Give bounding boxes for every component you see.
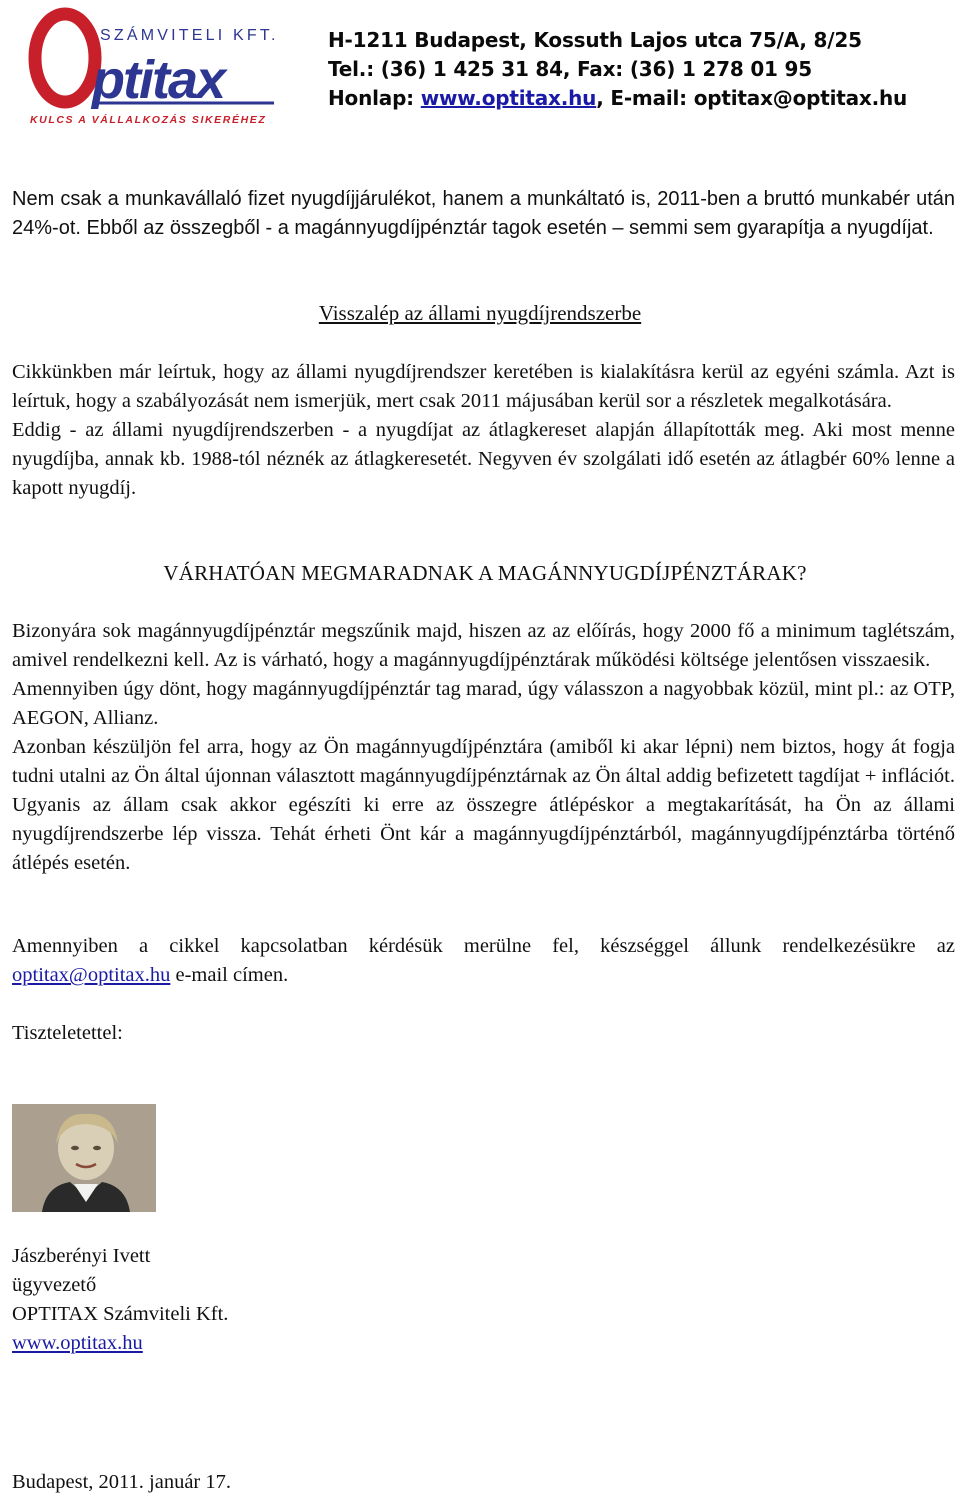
- paragraph: Cikkünkben már leírtuk, hogy az állami nyugdíjrendszer keretében is kialakításra kerül az egyéni számla. Azt is leírtuk, hogy a szabályozását nem ismerjük, mert csak 2011 májusában kerül sor a részletek megalkotására.: [12, 361, 955, 412]
- section-heading-private-funds: VÁRHATÓAN MEGMARADNAK A MAGÁNNYUGDÍJPÉNZTÁRAK?: [163, 561, 807, 585]
- portrait-photo: [12, 1104, 156, 1212]
- section2-body: [12, 617, 955, 878]
- contact-block: [328, 26, 907, 113]
- section-heading-state-pension: Visszalép az állami nyugdíjrendszerbe: [318, 301, 642, 325]
- greeting: Tiszteletettel:: [12, 1022, 123, 1044]
- phone-line: Tel.: (36) 1 425 31 84, Fax: (36) 1 278 01 95: [328, 57, 812, 81]
- svg-text:SZÁMVITELI KFT.: SZÁMVITELI KFT.: [100, 27, 279, 44]
- web-line: Honlap: www.optitax.hu, E-mail: optitax@optitax.hu: [328, 86, 908, 110]
- signer-name: Jászberényi Ivett: [12, 1245, 151, 1267]
- paragraph: Amennyiben úgy dönt, hogy magánnyugdíjpénztár tag marad, úgy válasszon a nagyobbak közül, mint pl.: az OTP, AEGON, Allianz.: [12, 678, 955, 729]
- address-line: H-1211 Budapest, Kossuth Lajos utca 75/A, 8/25: [328, 28, 862, 52]
- section1-body: [12, 358, 955, 503]
- signer-company: OPTITAX Számviteli Kft.: [12, 1303, 229, 1325]
- closing-paragraph: Amennyiben a cikkel kapcsolatban kérdésük merülne fel, készséggel állunk rendelkezésükre az optitax@optitax.hu e-mail címen.: [12, 935, 955, 986]
- paragraph: Azonban készüljön fel arra, hogy az Ön magánnyugdíjpénztára (amiből ki akar lépni) nem biztos, hogy át fogja tudni utalni az Ön által újonnan választott magánnyugdíjpénztárnak az Ön által addig befizetett tagdíjat + inflációt. Ugyanis az állam csak akkor egészíti ki erre az összegre átlépéskor a megtakarítását, ha Ön az állami nyugdíjrendszerbe lép vissza. Tehát érheti Önt kár a magánnyugdíjpénztárból, magánnyugdíjpénztárba történő átlépés esetén.: [12, 736, 955, 874]
- svg-text:ptitax: ptitax: [92, 50, 225, 110]
- document-date: Budapest, 2011. január 17.: [12, 1471, 232, 1493]
- signer-role: ügyvezető: [12, 1274, 97, 1296]
- svg-text:KULCS A VÁLLALKOZÁS SIKERÉHEZ: KULCS A VÁLLALKOZÁS SIKERÉHEZ: [30, 114, 267, 126]
- paragraph: Eddig - az állami nyugdíjrendszerben - a nyugdíjat az átlagkereset alapján állapították meg. Aki most menne nyugdíjba, annak kb. 1988-tól néznék az átlagkeresetét. Negyven év szolgálati idő esetén az átlagbér 60% lenne a kapott nyugdíj.: [12, 419, 955, 499]
- optitax-logo: [28, 6, 288, 126]
- intro-paragraph: Nem csak a munkavállaló fizet nyugdíjjárulékot, hanem a munkáltató is, 2011-ben a bruttó munkabér után 24%-ot. Ebből az összegből - a magánnyugdíjpénztár tagok esetén – semmi sem gyarapítja a nyugdíjat.: [12, 188, 955, 239]
- paragraph: Bizonyára sok magánnyugdíjpénztár megszűnik majd, hiszen az az előírás, hogy 2000 fő a minimum taglétszám, amivel rendelkezni kell. Az is várható, hogy a magánnyugdíjpénztárak működési költsége jelentősen visszaesik.: [12, 620, 955, 671]
- signature-website-link[interactable]: www.optitax.hu: [12, 1332, 143, 1354]
- website-link[interactable]: www.optitax.hu: [420, 86, 597, 110]
- signature-block: [12, 1242, 228, 1358]
- email-link[interactable]: optitax@optitax.hu: [12, 964, 171, 986]
